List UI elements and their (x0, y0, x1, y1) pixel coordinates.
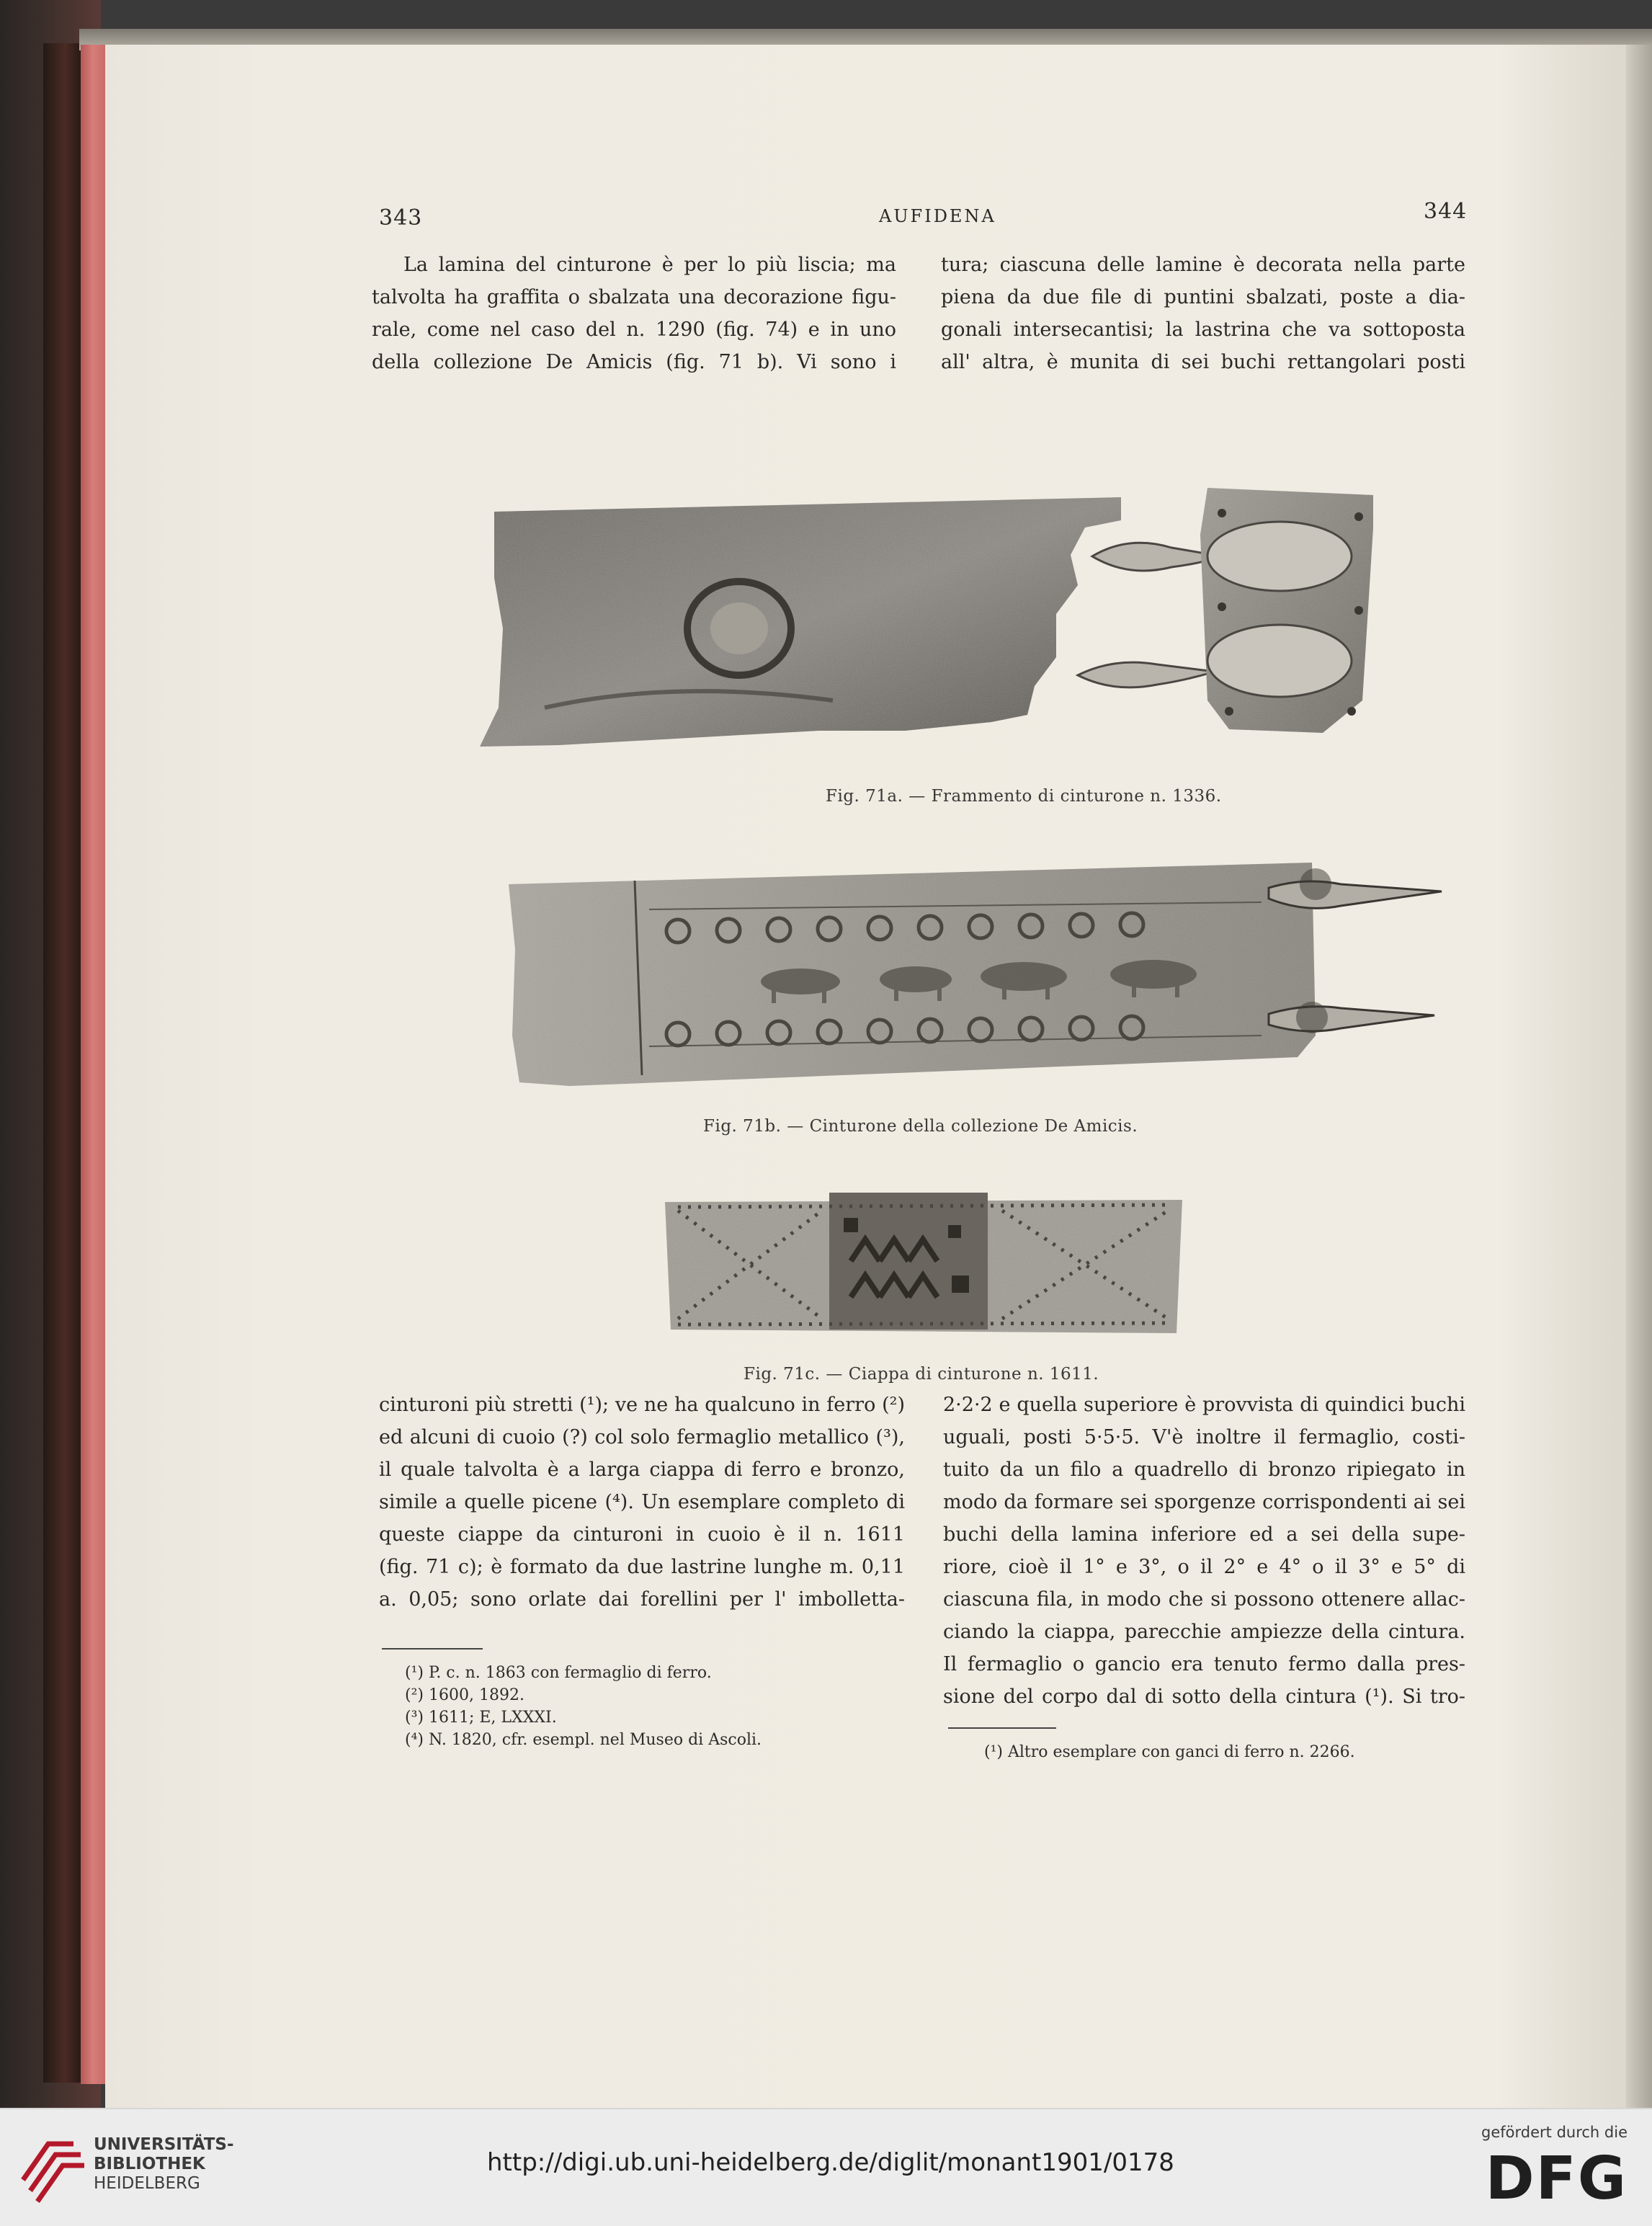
scanned-page (105, 45, 1652, 2108)
page-red-edge (81, 45, 105, 2084)
viewer-footer (0, 2108, 1652, 2226)
text-line: modo da formare sei sporgenze corrispondenti ai sei (943, 1491, 1465, 1513)
running-title: AUFIDENA (879, 206, 996, 226)
funding-label: gefördert durch die (1481, 2124, 1628, 2141)
text-line: riore, cioè il 1° e 3°, o il 2° e 4° o il 3° e 5° di (943, 1556, 1465, 1578)
page-right-curl (1626, 45, 1652, 2108)
right-page-number: 344 (1424, 199, 1468, 224)
figure-71b-caption: Fig. 71b. — Cinturone della collezione De Amicis. (703, 1117, 1138, 1136)
footnotes-left (405, 1662, 762, 1751)
text-line: talvolta ha graffita o sbalzata una decorazione figu- (372, 286, 896, 308)
text-line: ciascuna fila, in modo che si possono ottenere allac- (943, 1588, 1465, 1611)
footnote: (²) 1600, 1892. (405, 1686, 524, 1704)
text-line: ciando la ciappa, parecchie ampiezze della cintura. (943, 1621, 1465, 1643)
footnote: (¹) P. c. n. 1863 con fermaglio di ferro. (405, 1664, 712, 1682)
text-line: uguali, posti 5·5·5. V'è inoltre il fermaglio, costi- (943, 1426, 1465, 1448)
footnote: (³) 1611; E, LXXXI. (405, 1709, 557, 1727)
text-line: della collezione De Amicis (fig. 71 b). Vi sono i (372, 351, 896, 373)
figure-71b-decorated-belt (505, 819, 1449, 1100)
footnotes-right (984, 1741, 1355, 1763)
figure-71a-image (458, 448, 1373, 758)
library-line-1: UNIVERSITÄTS- (94, 2135, 234, 2154)
text-line: simile a quelle picene (⁴). Un esemplare completo di (379, 1491, 905, 1513)
left-page-number: 343 (379, 205, 423, 231)
text-line: a. 0,05; sono orlate dai forellini per l' imbolletta- (379, 1588, 905, 1611)
bottom-text-left-column (379, 1389, 905, 1616)
library-line-2: BIBLIOTHEK (94, 2155, 205, 2173)
text-line: cinturoni più stretti (¹); ve ne ha qualcuno in ferro (²) (379, 1394, 905, 1416)
text-line: piena da due file di puntini sbalzati, poste a dia- (941, 286, 1465, 308)
footnote-rule-left (382, 1648, 483, 1650)
text-line: all' altra, è munita di sei buchi rettangolari posti (941, 351, 1465, 373)
top-text-right-column (941, 249, 1465, 378)
text-line: gonali intersecantisi; la lastrina che va sottoposta (941, 319, 1465, 341)
figure-71b-image (505, 819, 1449, 1100)
figure-71a-belt-fragment (458, 448, 1373, 758)
text-line: buchi della lamina inferiore ed a sei della supe- (943, 1523, 1465, 1546)
text-line: tuito da un filo a quadrello di bronzo ripiegato in (943, 1459, 1465, 1481)
text-line: Il fermaglio o gancio era tenuto fermo dalla pres- (943, 1653, 1465, 1675)
text-line: La lamina del cinturone è per lo più liscia; ma (403, 254, 896, 276)
figure-71c-belt-clasp (664, 1189, 1182, 1337)
dfg-logo: DFG (1485, 2145, 1628, 2213)
text-line: il quale talvolta è a larga ciappa di ferro e bronzo, (379, 1459, 905, 1481)
text-line: 2·2·2 e quella superiore è provvista di quindici buchi (943, 1394, 1465, 1416)
document-url-link[interactable]: http://digi.ub.uni-heidelberg.de/diglit/monant1901/0178 (487, 2148, 1174, 2177)
text-line: sione del corpo dal di sotto della cintura (¹). Si tro- (943, 1686, 1465, 1708)
university-library-name (94, 2135, 234, 2194)
text-line: tura; ciascuna delle lamine è decorata nella parte (941, 254, 1465, 276)
top-text-left-column (372, 249, 896, 378)
book-cover-edge (43, 43, 86, 2083)
text-line: (fig. 71 c); è formato da due lastrine lunghe m. 0,11 (379, 1556, 905, 1578)
figure-71c-caption: Fig. 71c. — Ciappa di cinturone n. 1611. (744, 1365, 1099, 1384)
text-line: ed alcuni di cuoio (?) col solo fermaglio metallico (³), (379, 1426, 905, 1448)
university-library-logo-icon (16, 2129, 88, 2204)
footnote-rule-right (948, 1727, 1056, 1729)
library-line-3: HEIDELBERG (94, 2174, 200, 2193)
text-line: rale, come nel caso del n. 1290 (fig. 74) e in uno (372, 319, 896, 341)
figure-71a-caption: Fig. 71a. — Frammento di cinturone n. 1336. (826, 787, 1222, 806)
text-line: queste ciappe da cinturoni in cuoio è il n. 1611 (379, 1523, 905, 1546)
figure-71c-image (664, 1189, 1182, 1337)
footnote: (¹) Altro esemplare con ganci di ferro n. 2266. (984, 1743, 1355, 1761)
bottom-text-right-column (943, 1389, 1465, 1713)
footnote: (⁴) N. 1820, cfr. esempl. nel Museo di Ascoli. (405, 1731, 762, 1749)
